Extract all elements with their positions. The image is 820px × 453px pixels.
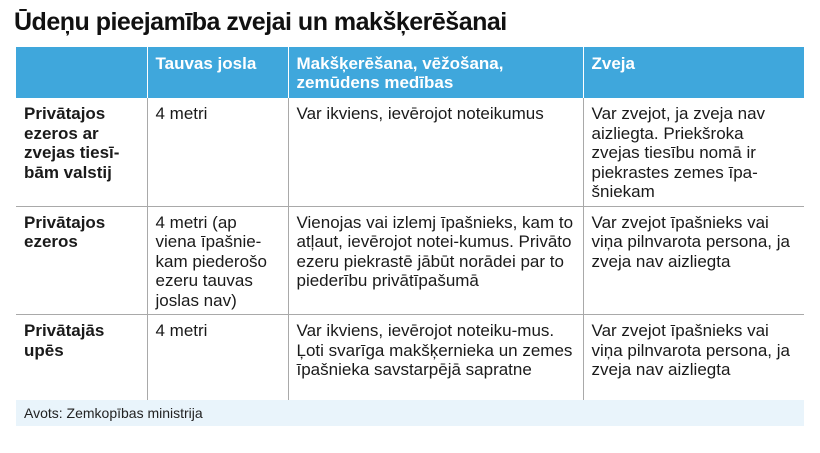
row-label: Privātajos ezeros ar zvejas tiesī-bām valstij bbox=[16, 98, 147, 206]
table-row bbox=[16, 315, 804, 403]
header-empty bbox=[16, 47, 147, 98]
cell-makskeresana: Var ikviens, ievērojot noteikumus bbox=[288, 98, 583, 206]
cell-makskeresana: Var ikviens, ievērojot noteiku-mus. Ļoti svarīga makšķernieka un zemes īpašnieka savstarpējā sapratne bbox=[288, 315, 583, 403]
cell-zveja: Var zvejot īpašnieks vai viņa pilnvarota persona, ja zveja nav aizliegta bbox=[583, 206, 804, 315]
page-title: Ūdeņu pieejamība zvejai un makšķerēšanai bbox=[14, 8, 507, 36]
cell-tauvas: 4 metri bbox=[147, 315, 288, 403]
table-row bbox=[16, 98, 804, 206]
fishing-access-table bbox=[16, 47, 804, 403]
cell-zveja: Var zvejot, ja zveja nav aizliegta. Priekšroka zvejas tiesību nomā ir piekrastes zemes īpa-šniekam bbox=[583, 98, 804, 206]
table-row bbox=[16, 206, 804, 315]
table-header-row bbox=[16, 47, 804, 98]
header-makskeresana: Makšķerēšana, vēžošana, zemūdens medības bbox=[288, 47, 583, 98]
header-zveja: Zveja bbox=[583, 47, 804, 98]
row-label: Privātajās upēs bbox=[16, 315, 147, 403]
cell-tauvas: 4 metri bbox=[147, 98, 288, 206]
header-tauvas-josla: Tauvas josla bbox=[147, 47, 288, 98]
source-note: Avots: Zemkopības ministrija bbox=[16, 400, 804, 426]
row-label: Privātajos ezeros bbox=[16, 206, 147, 315]
cell-zveja: Var zvejot īpašnieks vai viņa pilnvarota persona, ja zveja nav aizliegta bbox=[583, 315, 804, 403]
cell-tauvas: 4 metri (ap viena īpašnie-kam piederošo ezeru tauvas joslas nav) bbox=[147, 206, 288, 315]
cell-makskeresana: Vienojas vai izlemj īpašnieks, kam to atļaut, ievērojot notei-kumus. Privāto ezeru piekrastē jābūt norādei par to piederību privātīpašumā bbox=[288, 206, 583, 315]
